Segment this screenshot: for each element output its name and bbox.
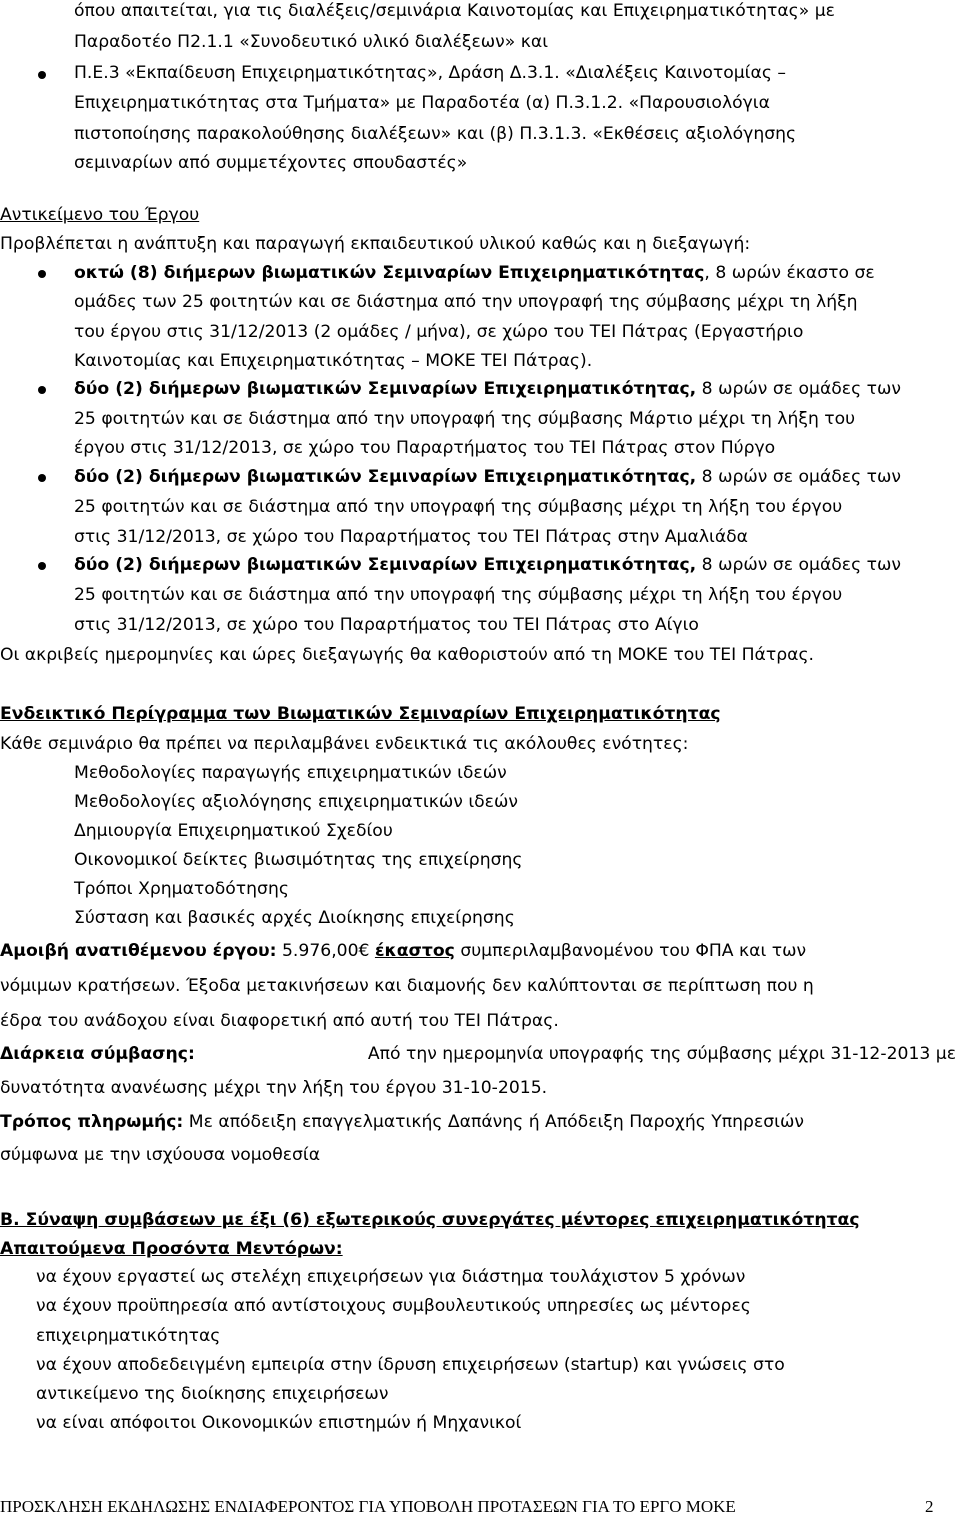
seminar-title: δύο (2) διήμερων βιωματικών Σεμιναρίων Επιχειρηματικότητας, [74,555,697,575]
curriculum-item: Μεθοδολογίες αξιολόγησης επιχειρηματικών ιδεών [74,792,518,812]
section-heading: Αντικείμενο του Έργου [0,205,200,225]
seminar-line: στις 31/12/2013, σε χώρο του Παραρτήματος του ΤΕΙ Πάτρας στο Αίγιο [74,615,699,635]
intro-bullet-line: Επιχειρηματικότητας στα Τμήματα» με Παραδοτέα (α) Π.3.1.2. «Παρουσιολόγια [74,93,770,113]
bullet-icon [38,386,46,394]
requirement-line: επιχειρηματικότητας [36,1326,221,1346]
seminar-bullet-line [74,378,901,400]
seminar-bullet-line [74,262,875,284]
intro-bullet-line: πιστοποίησης παρακολούθησης διαλέξεων» και (β) Π.3.1.3. «Εκθέσεις αξιολόγησης [74,124,797,144]
payment-line [0,1111,804,1133]
page-number: 2 [925,1497,934,1516]
duration-label: Διάρκεια σύμβασης: [0,1044,195,1064]
paragraph-line: Προβλέπεται η ανάπτυξη και παραγωγή εκπαιδευτικού υλικού καθώς και η διεξαγωγή: [0,234,751,254]
intro-bullet-line: Π.Ε.3 «Εκπαίδευση Επιχειρηματικότητας», Δράση Δ.3.1. «Διαλέξεις Καινοτομίας – [74,63,786,83]
fee-line: έδρα του ανάδοχου είναι διαφορετική από αυτή του ΤΕΙ Πάτρας. [0,1011,559,1031]
intro-line: όπου απαιτείται, για τις διαλέξεις/σεμινάρια Καινοτομίας και Επιχειρηματικότητας» με [74,1,835,21]
seminar-title: οκτώ (8) διήμερων βιωματικών Σεμιναρίων Επιχειρηματικότητας [74,263,705,283]
requirement-line: αντικείμενο της διοίκησης επιχειρήσεων [36,1384,389,1404]
seminar-line: 25 φοιτητών και σε διάστημα από την υπογραφή της σύμβασης μέχρι τη λήξη του έργου [74,497,843,517]
seminar-bullet-line [74,466,901,488]
duration-line: δυνατότητα ανανέωσης μέχρι την λήξη του έργου 31-10-2015. [0,1078,548,1098]
fee-rest: συμπεριλαμβανομένου του ΦΠΑ και των [454,941,807,961]
seminar-detail: , 8 ωρών έκαστο σε [704,263,875,283]
curriculum-item: Σύσταση και βασικές αρχές Διοίκησης επιχείρησης [74,908,515,928]
seminar-title: δύο (2) διήμερων βιωματικών Σεμιναρίων Επιχειρηματικότητας, [74,379,697,399]
payment-label: Τρόπος πληρωμής: [0,1112,184,1132]
seminar-detail: 8 ωρών σε ομάδες των [696,379,901,399]
seminar-line: 25 φοιτητών και σε διάστημα από την υπογραφή της σύμβασης μέχρι τη λήξη του έργου [74,585,843,605]
curriculum-intro: Κάθε σεμινάριο θα πρέπει να περιλαμβάνει ενδεικτικά τις ακόλουθες ενότητες: [0,734,689,754]
intro-bullet-line: σεμιναρίων από συμμετέχοντες σπουδαστές» [74,153,468,173]
intro-line: Παραδοτέο Π2.1.1 «Συνοδευτικό υλικό διαλέξεων» και [74,32,549,52]
bullet-icon [38,270,46,278]
bullet-icon [38,71,46,79]
seminar-line: έργου στις 31/12/2013, σε χώρο του Παραρτήματος του ΤΕΙ Πάτρας στον Πύργο [74,438,776,458]
curriculum-item: Οικονομικοί δείκτες βιωσιμότητας της επιχείρησης [74,850,523,870]
duration-text: Από την ημερομηνία υπογραφής της σύμβασης μέχρι 31-12-2013 με [367,1044,956,1064]
seminar-detail: 8 ωρών σε ομάδες των [696,467,901,487]
requirement-line: να είναι απόφοιτοι Οικονομικών επιστημών ή Μηχανικοί [36,1413,522,1433]
seminar-line: του έργου στις 31/12/2013 (2 ομάδες / μήνα), σε χώρο του ΤΕΙ Πάτρας (Εργαστήριο [74,322,804,342]
curriculum-heading: Ενδεικτικό Περίγραμμα των Βιωματικών Σεμιναρίων Επιχειρηματικότητας [0,704,721,724]
requirement-line: να έχουν προϋπηρεσία από αντίστοιχους συμβουλευτικούς υπηρεσίες ως μέντορες [36,1296,751,1316]
bullet-icon [38,562,46,570]
requirement-line: να έχουν εργαστεί ως στελέχη επιχειρήσεων για διάστημα τουλάχιστον 5 χρόνων [36,1267,746,1287]
seminar-line: 25 φοιτητών και σε διάστημα από την υπογραφή της σύμβασης Μάρτιο μέχρι τη λήξη του [74,409,856,429]
seminar-line: στις 31/12/2013, σε χώρο του Παραρτήματος του ΤΕΙ Πάτρας στην Αμαλιάδα [74,527,748,547]
duration-line [0,1043,956,1065]
footer-text: ΠΡΟΣΚΛΗΣΗ ΕΚΔΗΛΩΣΗΣ ΕΝΔΙΑΦΕΡΟΝΤΟΣ ΓΙΑ ΥΠΟΒΟΛΗ ΠΡΟΤΑΣΕΩΝ ΓΙΑ ΤΟ ΕΡΓΟ ΜΟΚΕ [0,1497,736,1516]
seminar-detail: 8 ωρών σε ομάδες των [696,555,901,575]
seminar-line: Καινοτομίας και Επιχειρηματικότητας – ΜΟΚΕ ΤΕΙ Πάτρας). [74,351,593,371]
note-line: Οι ακριβείς ημερομηνίες και ώρες διεξαγωγής θα καθοριστούν από τη ΜΟΚΕ του ΤΕΙ Πάτρας. [0,645,815,665]
section-b-heading: Β. Σύναψη συμβάσεων με έξι (6) εξωτερικούς συνεργάτες μέντορες επιχειρηματικότητας [0,1210,860,1230]
fee-line [0,940,806,962]
fee-label: Αμοιβή ανατιθέμενου έργου: [0,941,277,961]
seminar-bullet-line [74,554,901,576]
section-b-subheading: Απαιτούμενα Προσόντα Μεντόρων: [0,1239,343,1259]
bullet-icon [38,474,46,482]
fee-line: νόμιμων κρατήσεων. Έξοδα μετακινήσεων και διαμονής δεν καλύπτονται σε περίπτωση που η [0,976,814,996]
payment-text: Με απόδειξη επαγγελματικής Δαπάνης ή Απόδειξη Παροχής Υπηρεσιών [183,1112,804,1132]
seminar-line: ομάδες των 25 φοιτητών και σε διάστημα από την υπογραφή της σύμβασης μέχρι τη λήξη [74,292,858,312]
curriculum-item: Τρόποι Χρηματοδότησης [74,879,289,899]
fee-amount: 5.976,00€ [276,941,375,961]
seminar-title: δύο (2) διήμερων βιωματικών Σεμιναρίων Επιχειρηματικότητας, [74,467,697,487]
curriculum-item: Δημιουργία Επιχειρηματικού Σχεδίου [74,821,393,841]
requirement-line: να έχουν αποδεδειγμένη εμπειρία στην ίδρυση επιχειρήσεων (startup) και γνώσεις στο [36,1355,785,1375]
payment-line: σύμφωνα με την ισχύουσα νομοθεσία [0,1145,321,1165]
curriculum-item: Μεθοδολογίες παραγωγής επιχειρηματικών ιδεών [74,763,507,783]
fee-each: έκαστος [374,941,455,961]
